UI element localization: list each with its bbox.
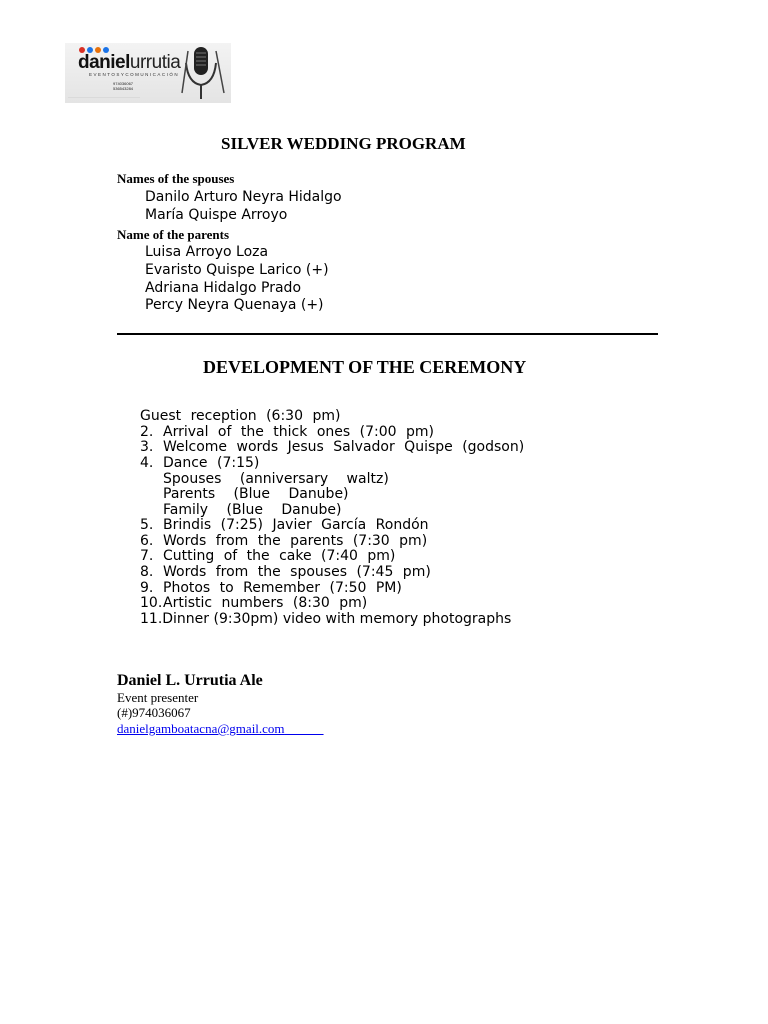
ceremony-item: 7. Cutting of the cake (7:40 pm) [140, 548, 396, 564]
list-item: Danilo Arturo Neyra Hidalgo [145, 189, 342, 205]
section-divider [117, 333, 658, 335]
signature-email-link[interactable]: danielgamboatacna@gmail.com [117, 721, 285, 736]
ceremony-item: 6. Words from the parents (7:30 pm) [140, 533, 428, 549]
signature-name: Daniel L. Urrutia Ale [117, 672, 263, 689]
parents-heading: Name of the parents [117, 227, 230, 242]
ceremony-subitem: Spouses (anniversary waltz) [163, 471, 389, 487]
logo-brand: danielurrutia [78, 52, 181, 73]
ceremony-item: 4. Dance (7:15) [140, 455, 260, 471]
ceremony-item: 3. Welcome words Jesus Salvador Quispe (godson) [140, 439, 525, 455]
list-item: Percy Neyra Quenaya (+) [145, 297, 324, 313]
list-item: Evaristo Quispe Larico (+) [145, 262, 329, 278]
ceremony-item: 8. Words from the spouses (7:45 pm) [140, 564, 431, 580]
list-item: Adriana Hidalgo Prado [145, 280, 302, 296]
list-item: María Quispe Arroyo [145, 207, 288, 223]
ceremony-subitem: Family (Blue Danube) [163, 502, 342, 518]
ceremony-heading: DEVELOPMENT OF THE CEREMONY [203, 357, 527, 377]
microphone-icon [180, 43, 230, 103]
ceremony-item: 9. Photos to Remember (7:50 PM) [140, 580, 402, 596]
list-item: Luisa Arroyo Loza [145, 244, 269, 260]
signature-role: Event presenter [117, 690, 199, 705]
logo-phones: 974036067 536543284 [113, 81, 134, 91]
ceremony-item: 5. Brindis (7:25) Javier García Rondón [140, 517, 429, 533]
company-logo [65, 43, 231, 103]
ceremony-item: 11.Dinner (9:30pm) video with memory photographs [140, 611, 512, 627]
spouses-heading: Names of the spouses [117, 171, 235, 186]
ceremony-item: 2. Arrival of the thick ones (7:00 pm) [140, 424, 434, 440]
ceremony-subitem: Parents (Blue Danube) [163, 486, 349, 502]
logo-tagline: EVENTOSYCOMUNICACIÓN [89, 72, 180, 77]
ceremony-item: 10.Artistic numbers (8:30 pm) [140, 595, 368, 611]
page-title: SILVER WEDDING PROGRAM [221, 134, 466, 153]
logo-fine-print: ········································································ [68, 95, 140, 99]
ceremony-item: Guest reception (6:30 pm) [140, 408, 341, 424]
signature-phone: (#)974036067 [117, 705, 191, 720]
